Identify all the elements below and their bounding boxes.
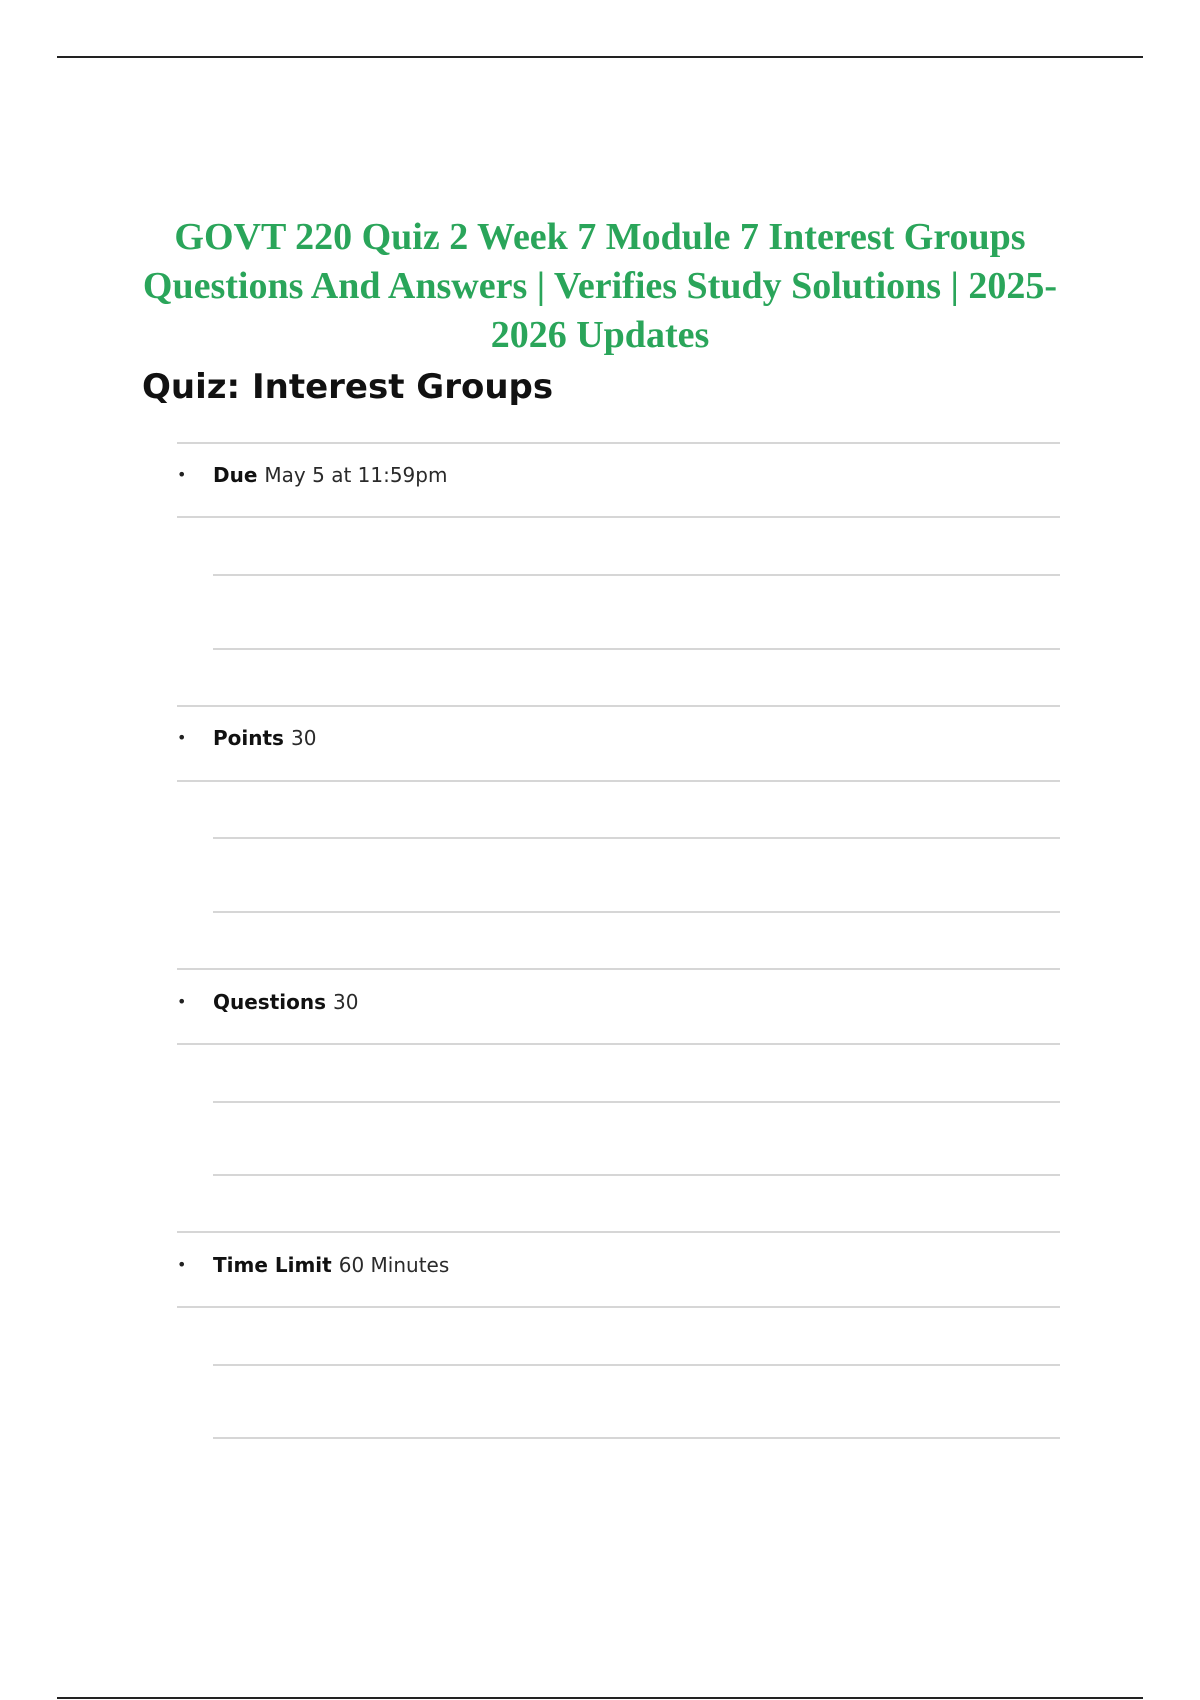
divider — [213, 1437, 1060, 1439]
detail-value: May 5 at 11:59pm — [264, 463, 448, 487]
divider — [177, 516, 1060, 518]
detail-label: Questions — [213, 990, 327, 1014]
detail-questions — [177, 987, 1060, 1017]
page-top-rule — [57, 56, 1143, 58]
divider — [177, 968, 1060, 970]
detail-label: Points — [213, 726, 284, 750]
bullet-icon: • — [177, 465, 187, 484]
bullet-icon: • — [177, 1255, 187, 1274]
divider — [177, 1306, 1060, 1308]
detail-points — [177, 723, 1060, 753]
detail-value: 30 — [290, 726, 317, 750]
detail-due — [177, 460, 1060, 490]
divider — [213, 1364, 1060, 1366]
divider — [213, 837, 1060, 839]
divider — [177, 705, 1060, 707]
bullet-icon: • — [177, 728, 187, 747]
divider — [177, 442, 1060, 444]
detail-time-limit — [177, 1250, 1060, 1280]
detail-label: Time Limit — [213, 1253, 332, 1277]
divider — [213, 574, 1060, 576]
divider — [177, 780, 1060, 782]
divider — [213, 1101, 1060, 1103]
divider — [213, 1174, 1060, 1176]
divider — [177, 1043, 1060, 1045]
divider — [177, 1231, 1060, 1233]
document-title: GOVT 220 Quiz 2 Week 7 Module 7 Interest Groups Questions And Answers | Verifies Study Solutions | 2025-2026 Updates — [142, 216, 1058, 356]
page-bottom-rule — [57, 1697, 1143, 1699]
detail-label: Due — [213, 463, 258, 487]
divider — [213, 648, 1060, 650]
divider — [213, 911, 1060, 913]
detail-value: 30 — [333, 990, 359, 1014]
quiz-heading: Quiz: Interest Groups — [142, 367, 554, 407]
bullet-icon: • — [177, 992, 187, 1011]
detail-value: 60 Minutes — [338, 1253, 450, 1277]
